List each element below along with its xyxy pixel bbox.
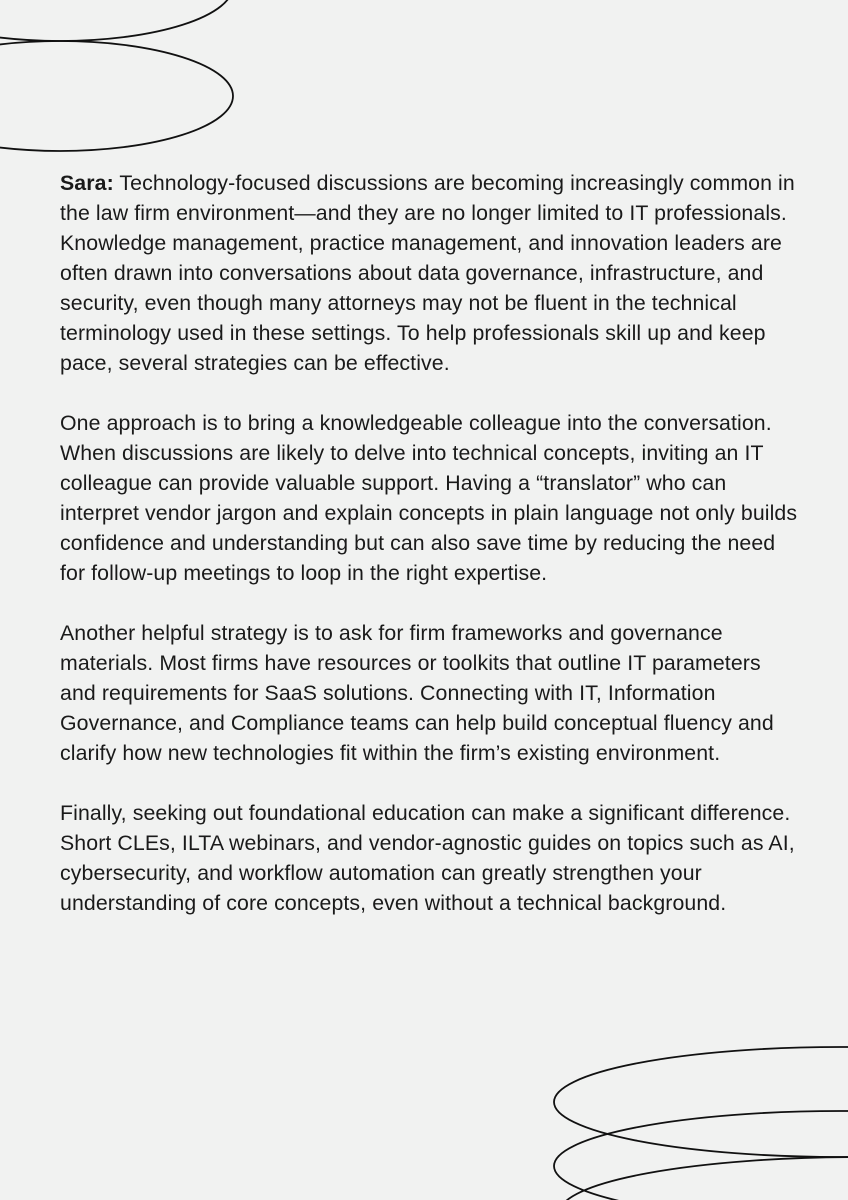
loop-ellipse	[0, 0, 233, 41]
paragraph-text: Technology-focused discussions are becoming increasingly common in the law firm environment—and they are no longer limited to IT professionals. Knowledge management, practice management, and innovation leaders are often drawn into conversations about data governance, infrastructure, and security, even though many attorneys may not be fluent in the technical terminology used in these settings. To help professionals skill up and keep pace, several strategies can be effective.	[60, 171, 795, 375]
decorative-loops-top-left	[0, 0, 260, 160]
loop-ellipse	[554, 1111, 848, 1200]
paragraph-4: Finally, seeking out foundational education can make a significant difference. Short CLEs, ILTA webinars, and vendor-agnostic guides on topics such as AI, cybersecurity, and workflow automation can greatly strengthen your understanding of core concepts, even without a technical background.	[60, 801, 795, 915]
decorative-loops-bottom-right	[540, 1040, 848, 1200]
paragraph-2: One approach is to bring a knowledgeable colleague into the conversation. When discussions are likely to delve into technical concepts, inviting an IT colleague can provide valuable support. Having a “translator” who can interpret vendor jargon and explain concepts in plain language not only builds confidence and understanding but can also save time by reducing the need for follow-up meetings to loop in the right expertise.	[60, 411, 798, 585]
speaker-label: Sara:	[60, 171, 114, 195]
loop-ellipse	[554, 1047, 848, 1157]
article-body	[60, 168, 800, 948]
paragraph-3: Another helpful strategy is to ask for firm frameworks and governance materials. Most firms have resources or toolkits that outline IT parameters and requirements for SaaS solutions. Connecting with IT, Information Governance, and Compliance teams can help build conceptual fluency and clarify how new technologies fit within the firm’s existing environment.	[60, 621, 774, 765]
paragraph-1	[60, 168, 800, 378]
loop-ellipse	[0, 41, 233, 151]
loop-ellipse	[560, 1157, 848, 1200]
